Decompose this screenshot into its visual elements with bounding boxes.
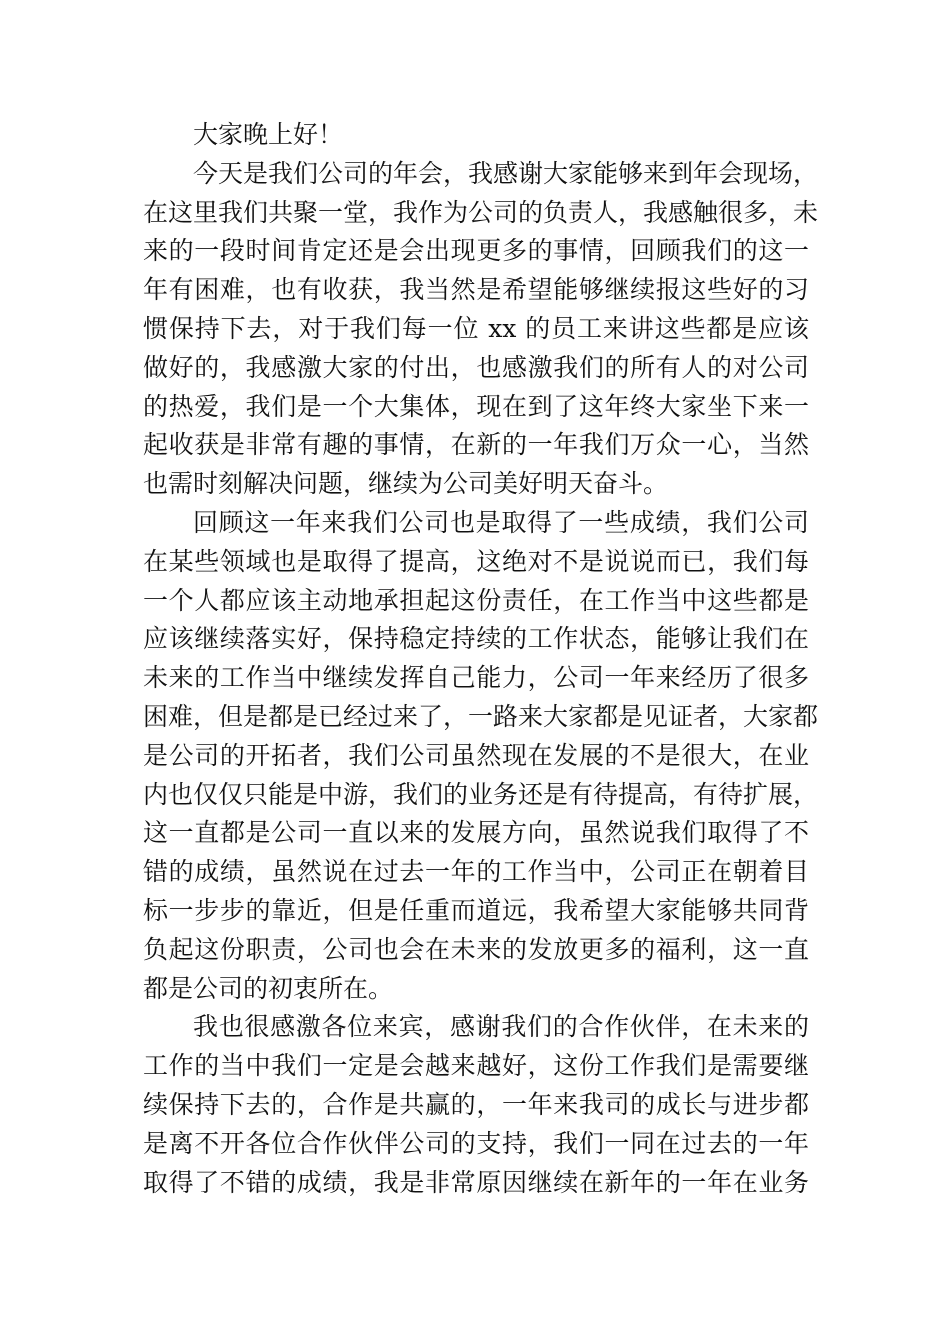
paragraph-1	[143, 155, 819, 504]
text-line: 今天是我们公司的年会，我感谢大家能够来到年会现场，	[193, 158, 819, 188]
text-line: 标一步步的靠近，但是任重而道远，我希望大家能够共同背	[143, 895, 809, 925]
text-line: 是公司的开拓者，我们公司虽然现在发展的不是很大，在业	[143, 740, 809, 770]
text-line: 也需时刻解决问题，继续为公司美好明天奋斗。	[143, 469, 669, 499]
text-line: 都是公司的初衷所在。	[143, 973, 394, 1003]
text-line: 在某些领域也是取得了提高，这绝对不是说说而已，我们每	[143, 546, 809, 576]
greeting-line: 大家晚上好！	[193, 120, 344, 149]
text-line: 惯保持下去，对于我们每一位 xx 的员工来讲这些都是应该	[143, 313, 809, 343]
text-line: 是离不开各位合作伙伴公司的支持，我们一同在过去的一年	[143, 1128, 809, 1158]
text-line: 来的一段时间肯定还是会出现更多的事情，回顾我们的这一	[143, 236, 809, 266]
text-line: 做好的，我感激大家的付出，也感激我们的所有人的对公司	[143, 352, 809, 382]
text-line: 的热爱，我们是一个大集体，现在到了这年终大家坐下来一	[143, 391, 809, 421]
text-line: 我也很感激各位来宾，感谢我们的合作伙伴，在未来的	[193, 1012, 809, 1042]
text-line: 一个人都应该主动地承担起这份责任，在工作当中这些都是	[143, 585, 809, 615]
text-line: 负起这份职责，公司也会在未来的发放更多的福利，这一直	[143, 934, 809, 964]
text-line: 应该继续落实好，保持稳定持续的工作状态，能够让我们在	[143, 624, 809, 654]
paragraph-3	[143, 1008, 809, 1202]
text-line: 未来的工作当中继续发挥自己能力，公司一年来经历了很多	[143, 663, 809, 693]
document-body	[143, 116, 819, 1202]
text-line: 起收获是非常有趣的事情，在新的一年我们万众一心，当然	[143, 430, 809, 460]
paragraph-2	[143, 504, 819, 1008]
text-line: 工作的当中我们一定是会越来越好，这份工作我们是需要继	[143, 1051, 809, 1081]
text-line: 年有困难，也有收获，我当然是希望能够继续报这些好的习	[143, 275, 809, 305]
text-line: 在这里我们共聚一堂，我作为公司的负责人，我感触很多，未	[143, 197, 819, 227]
text-line: 困难，但是都是已经过来了，一路来大家都是见证者，大家都	[143, 701, 819, 731]
text-line: 内也仅仅只能是中游，我们的业务还是有待提高，有待扩展，	[143, 779, 819, 809]
text-line: 错的成绩，虽然说在过去一年的工作当中，公司正在朝着目	[143, 857, 809, 887]
text-line: 这一直都是公司一直以来的发展方向，虽然说我们取得了不	[143, 818, 809, 848]
text-line: 回顾这一年来我们公司也是取得了一些成绩，我们公司	[193, 507, 809, 537]
text-line: 续保持下去的，合作是共赢的，一年来我司的成长与进步都	[143, 1089, 809, 1119]
text-line: 取得了不错的成绩，我是非常原因继续在新年的一年在业务	[143, 1167, 809, 1197]
